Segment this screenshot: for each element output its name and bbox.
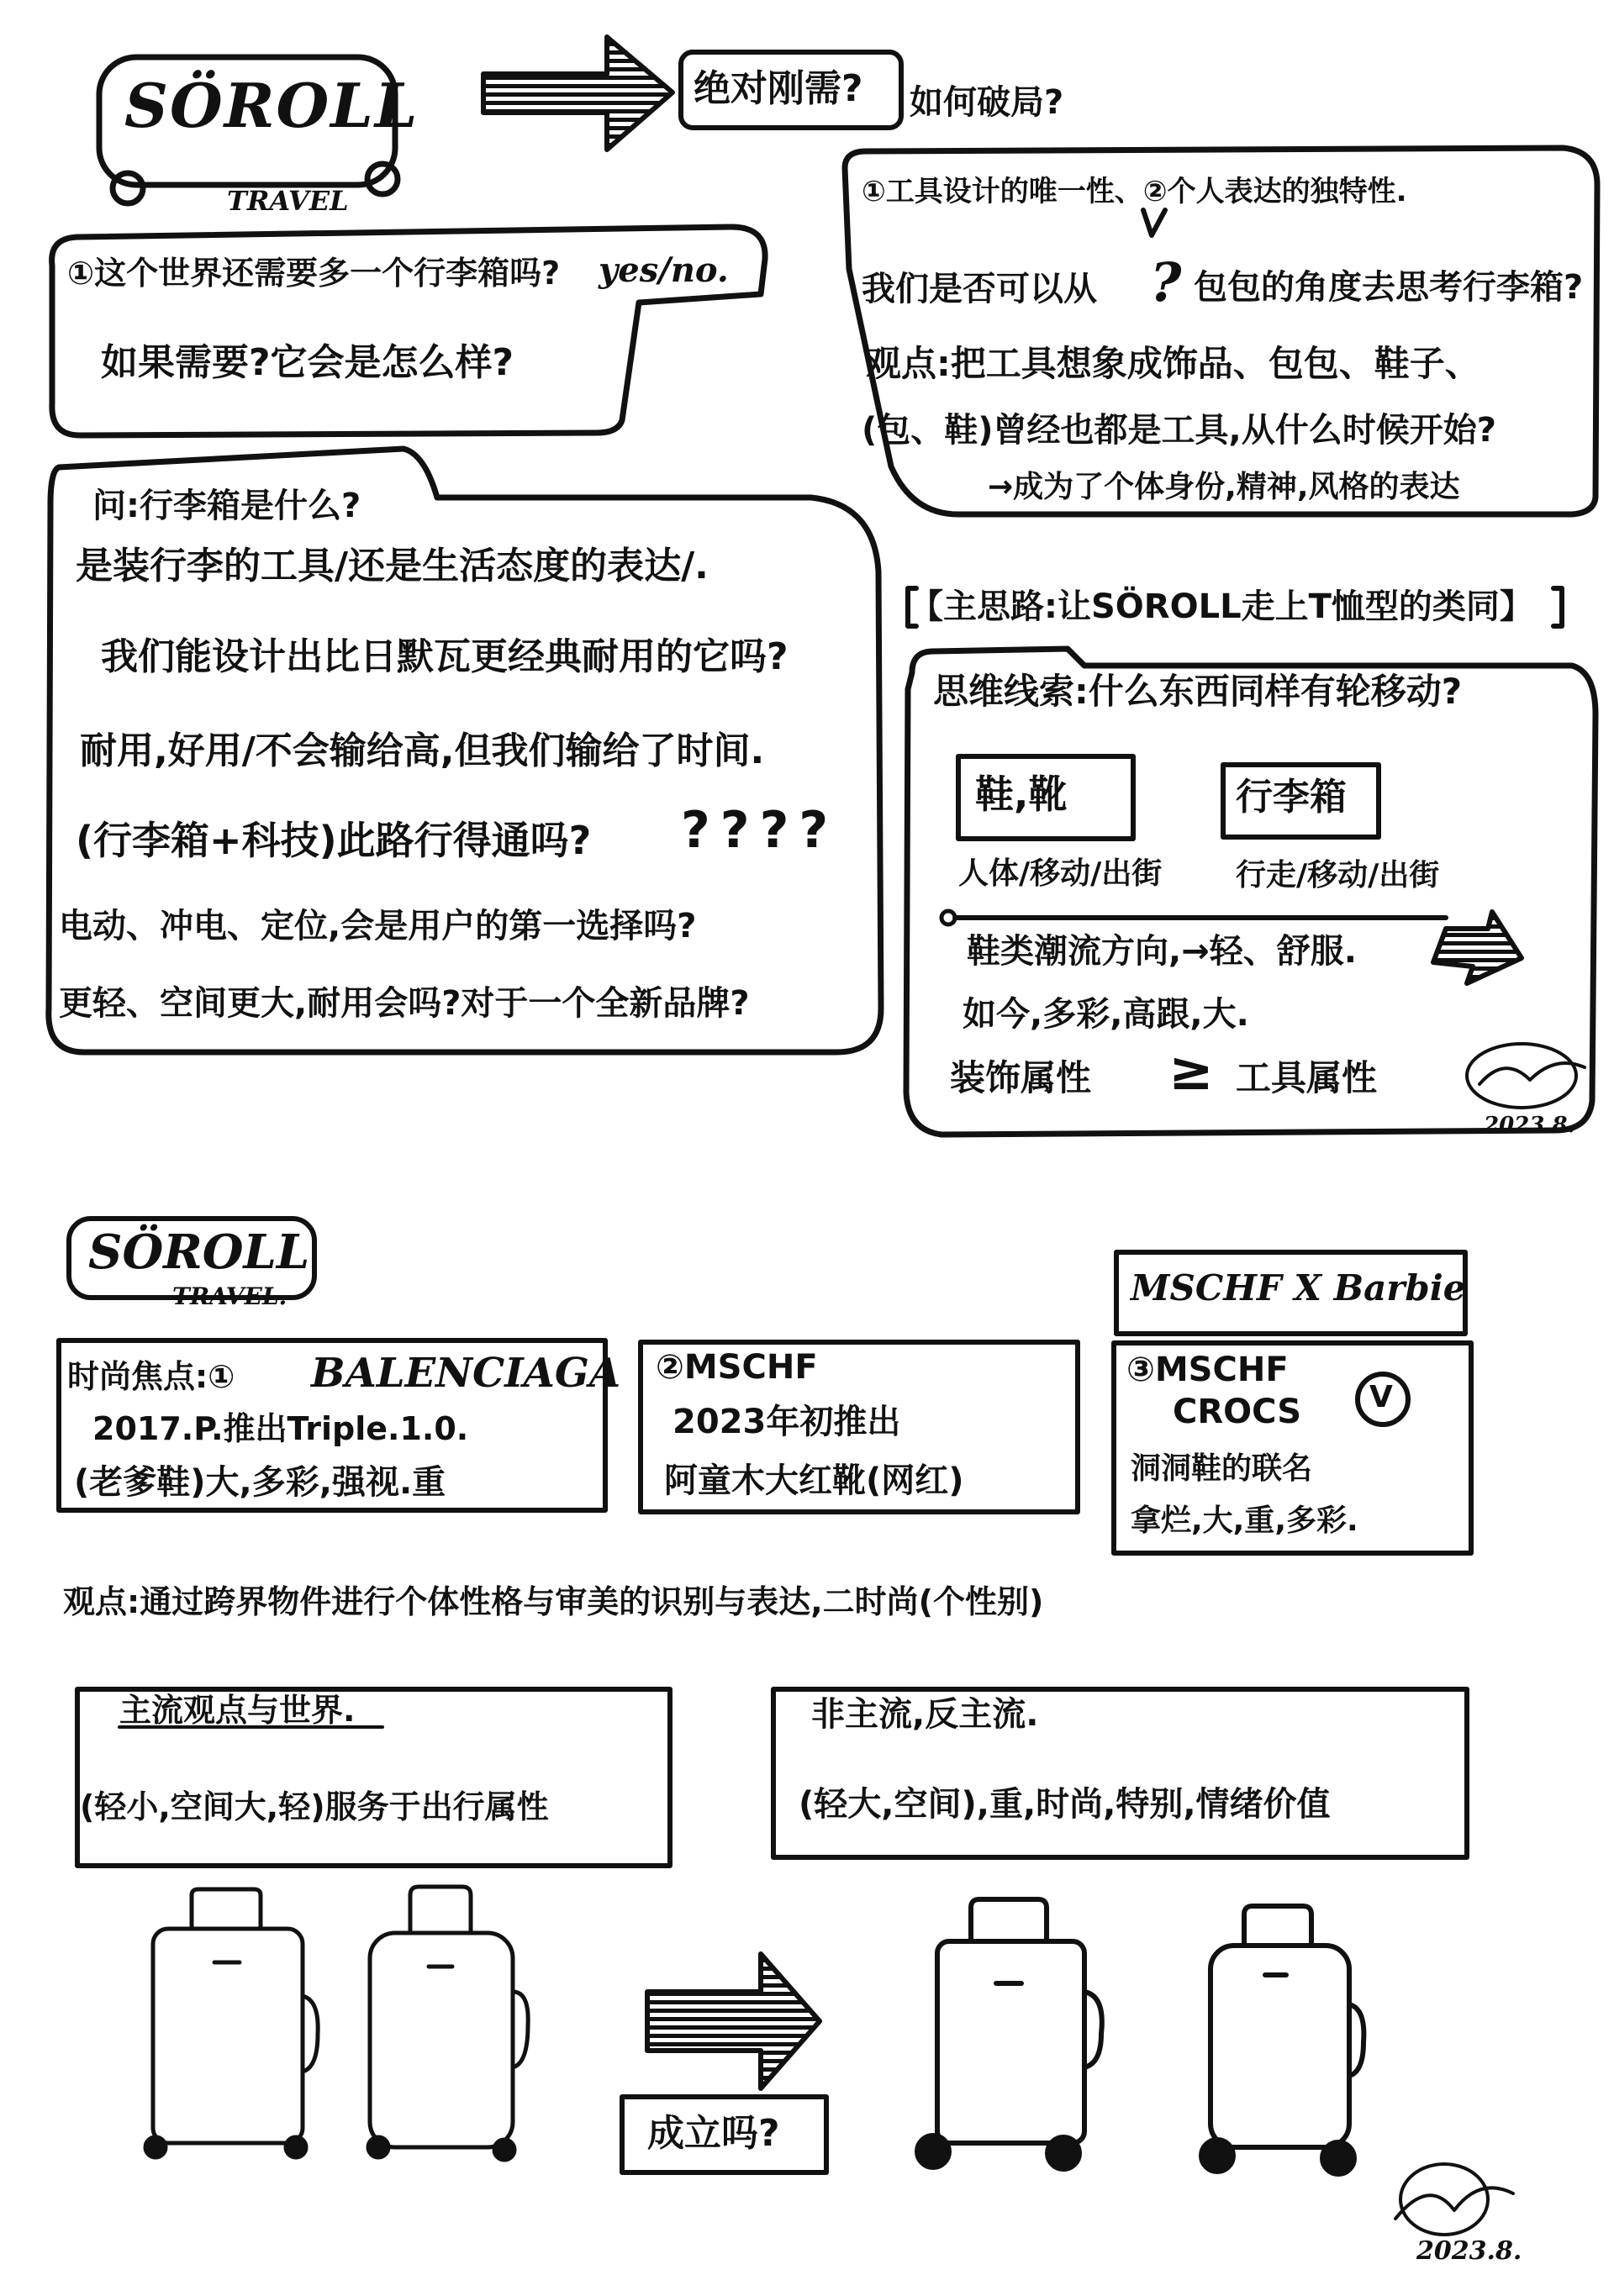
signature2-date: 2023.8.	[1416, 2236, 1522, 2266]
left-box1-line2: 如果需要?它会是怎么样?	[101, 341, 514, 384]
box3-line4: 拿烂,大,重,多彩.	[1131, 1503, 1358, 1538]
left-box2-line4: 耐用,好用/不会输给高,但我们输给了时间.	[80, 729, 765, 772]
box1-line3: (老爹鞋)大,多彩,强视.重	[74, 1463, 446, 1502]
right-box1-line2b: 包包的角度去思考行李箱?	[1194, 268, 1584, 307]
box1-line1-prefix: 时尚焦点:①	[67, 1358, 235, 1395]
luggage-sketch-4	[1201, 1906, 1363, 2174]
left-box1-answer: yes/no.	[599, 250, 729, 290]
box3-line1: ③MSCHF	[1126, 1351, 1289, 1389]
box1-line2: 2017.P.推出Triple.1.0.	[92, 1410, 469, 1447]
main-box-title: 主流观点与世界.	[119, 1692, 356, 1729]
tag-shoes-sub: 人体/移动/出街	[958, 856, 1163, 891]
box2-line1: ②MSCHF	[656, 1348, 818, 1387]
box3-line2: CROCS	[1173, 1393, 1302, 1431]
signature-stroke	[1480, 1063, 1585, 1084]
left-box2-line3: 我们能设计出比日默瓦更经典耐用的它吗?	[101, 635, 789, 678]
box2-line3: 阿童木大红靴(网红)	[664, 1461, 964, 1500]
left-box1-line1: ①这个世界还需要多一个行李箱吗?	[67, 255, 561, 292]
alt-box-line: (轻大,空间),重,时尚,特别,情绪价值	[799, 1785, 1331, 1824]
right-box2-line4b: 工具属性	[1236, 1057, 1378, 1098]
left-box2-line7: 更轻、空间更大,耐用会吗?对于一个全新品牌?	[59, 984, 750, 1023]
right-box2-line2: 鞋类潮流方向,→轻、舒服.	[967, 932, 1357, 971]
arrow-caption: 成立吗?	[647, 2112, 780, 2155]
right-box1-line4: (包、鞋)曾经也都是工具,从什么时候开始?	[862, 411, 1496, 450]
box1-brand: BALENCIAGA	[311, 1350, 621, 1397]
logo2-subtitle: TRAVEL.	[172, 1282, 287, 1310]
left-box2-line1: 问:行李箱是什么?	[92, 487, 361, 525]
middle-arrow-icon	[647, 1954, 820, 2088]
box3-badge: V	[1369, 1380, 1393, 1414]
logo-text: SÖROLL	[124, 70, 419, 141]
viewpoint-text: 观点:通过跨界物件进行个体性格与审美的识别与表达,二时尚(个性别)	[63, 1583, 1044, 1620]
headline-tail: 如何破局?	[910, 83, 1064, 122]
tag-shoes: 鞋,靴	[975, 771, 1068, 817]
left-box2-question-marks: ????	[681, 801, 839, 860]
left-box2-line6: 电动、冲电、定位,会是用户的第一选择吗?	[59, 907, 697, 945]
right-box1-question-mark: ?	[1150, 251, 1182, 314]
logo2-text: SÖROLL	[88, 1224, 310, 1280]
right-box2-line1: 思维线索:什么东西同样有轮移动?	[933, 671, 1463, 712]
signature2-stroke	[1395, 2188, 1513, 2219]
logo-subtitle: TRAVEL	[227, 185, 349, 217]
logo-tag-wheel-left	[113, 173, 143, 203]
tag-luggage: 行李箱	[1236, 776, 1347, 819]
collab-label: MSCHF X Barbie	[1131, 1267, 1466, 1309]
right-box2-line3: 如今,多彩,高跟,大.	[963, 995, 1249, 1034]
arrow-down-right-icon	[1433, 912, 1522, 983]
idea-banner: 【主思路:让SÖROLL走上T恤型的类同】	[910, 587, 1533, 626]
main-box-line: (轻小,空间大,轻)服务于出行属性	[80, 1788, 549, 1825]
left-box2-line5: (行李箱+科技)此路行得通吗?	[76, 818, 592, 863]
box2-line2: 2023年初推出	[672, 1403, 901, 1441]
tag-luggage-sub: 行走/移动/出街	[1236, 858, 1440, 893]
right-box1-line2: 我们是否可以从	[862, 270, 1097, 308]
luggage-sketch-2	[368, 1887, 528, 2160]
right-box1-pointer	[1143, 210, 1165, 235]
right-box2-geq: ≥	[1168, 1040, 1214, 1103]
signature-date: 2023.8.	[1484, 1113, 1575, 1138]
luggage-sketch-3	[917, 1899, 1102, 2169]
right-box1-line1: ①工具设计的唯一性、②个人表达的独特性.	[862, 175, 1407, 208]
right-box2-line4: 装饰属性	[950, 1057, 1092, 1098]
right-box1-line5: →成为了个体身份,精神,风格的表达	[988, 470, 1460, 504]
arrow-right-icon	[483, 37, 672, 150]
signature-mark	[1467, 1044, 1576, 1108]
luggage-sketch-1	[145, 1889, 318, 2157]
right-box1-line3: 观点:把工具想象成饰品、包包、鞋子、	[866, 343, 1480, 384]
left-box2-line2: 是装行李的工具/还是生活态度的表达/.	[76, 545, 709, 587]
box3-line3: 洞洞鞋的联名	[1131, 1451, 1313, 1486]
headline-text: 绝对刚需?	[694, 67, 863, 110]
alt-box-title: 非主流,反主流.	[811, 1695, 1039, 1734]
